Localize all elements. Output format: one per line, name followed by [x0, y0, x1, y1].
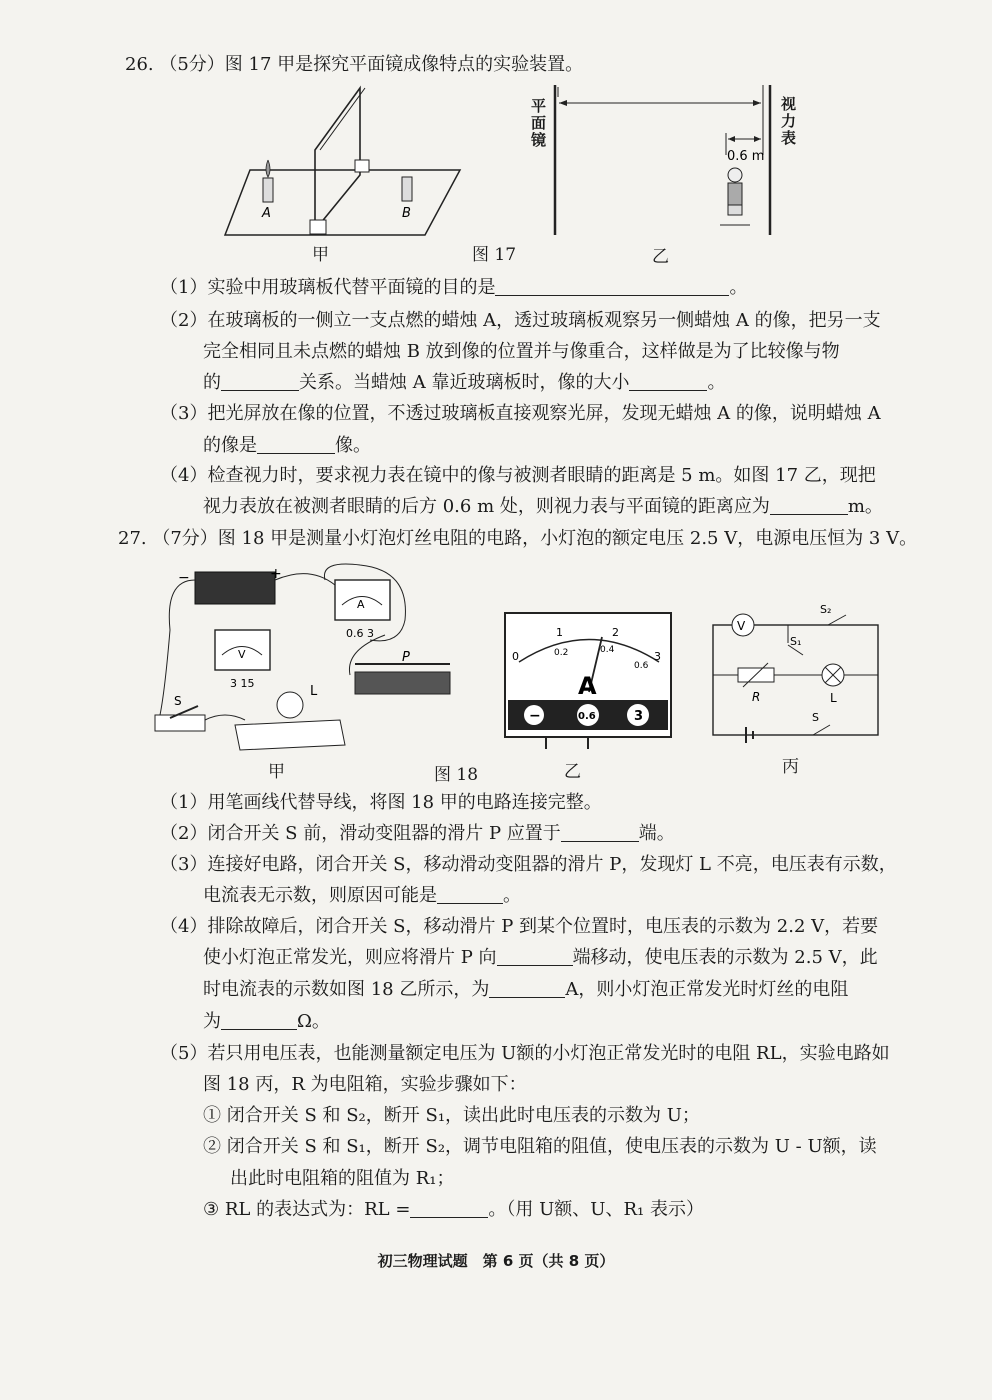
q26-p2a: （2）在玻璃板的一侧立一支点燃的蜡烛 A，透过玻璃板观察另一侧蜡烛 A 的像，把另一支 [160, 310, 881, 331]
q27-p1: （1）用笔画线代替导线，将图 18 甲的电路连接完整。 [160, 792, 602, 813]
svg-text:0: 0 [512, 650, 519, 663]
svg-text:L: L [830, 691, 837, 705]
q27-p5b: 图 18 丙，R 为电阻箱，实验步骤如下： [203, 1074, 527, 1095]
candle-b [402, 177, 412, 201]
page-footer: 初三物理试题 第 6 页（共 8 页） [377, 1252, 615, 1270]
answer-blank[interactable] [495, 277, 729, 296]
fig17-caption: 图 17 [472, 245, 517, 265]
answer-blank[interactable] [770, 496, 848, 515]
q27-p5a: （5）若只用电压表，也能测量额定电压为 U额的小灯泡正常发光时的电阻 RL，实验电路如 [160, 1043, 890, 1064]
chart-vertical-label: 视力表 [781, 95, 797, 147]
plate-clip-top [355, 160, 369, 172]
fig17-yi-diagram [525, 75, 825, 240]
person-icon [720, 168, 750, 225]
svg-text:V: V [737, 619, 746, 633]
fig18-bing-label: 丙 [782, 757, 799, 777]
q26-p3a: （3）把光屏放在像的位置，不透过玻璃板直接观察光屏，发现无蜡烛 A 的像，说明蜡烛 A [160, 403, 881, 424]
svg-text:A: A [578, 672, 597, 700]
svg-text:0.6: 0.6 [578, 711, 596, 722]
q27-p4d: 为 Ω。 [203, 1011, 330, 1032]
answer-blank[interactable] [497, 947, 573, 966]
answer-blank[interactable] [489, 979, 565, 998]
svg-text:0.2: 0.2 [554, 648, 569, 658]
svg-text:S: S [174, 694, 182, 708]
q27-step2b: 出此时电阻箱的阻值为 R₁； [230, 1168, 455, 1189]
svg-text:1: 1 [556, 626, 563, 639]
lamp-board [235, 720, 345, 750]
svg-text:0.6: 0.6 [634, 661, 649, 671]
flame-icon [266, 160, 270, 177]
svg-text:R: R [752, 690, 761, 704]
q27-step1: ① 闭合开关 S 和 S₂，断开 S₁，读出此时电压表的示数为 U； [203, 1105, 700, 1126]
plate-clip-bottom [310, 220, 326, 234]
q27-step3: ③ RL 的表达式为：RL = 。（用 U额、U、R₁ 表示） [203, 1199, 704, 1220]
svg-text:L: L [310, 684, 318, 699]
q27-p3b: 电流表无示数，则原因可能是 。 [203, 885, 521, 906]
svg-text:3 15: 3 15 [230, 677, 255, 690]
lamp-icon [277, 692, 303, 718]
battery [195, 572, 275, 604]
table-surface [225, 170, 460, 235]
svg-text:V: V [238, 648, 246, 661]
svg-text:3: 3 [634, 709, 644, 724]
label-b: B [402, 206, 411, 221]
svg-text:A: A [357, 598, 365, 611]
svg-text:2: 2 [612, 626, 619, 639]
fig17-jia-diagram [220, 80, 480, 250]
svg-text:S₁: S₁ [790, 635, 802, 648]
q26-p2b: 完全相同且未点燃的蜡烛 B 放到像的位置并与像重合，这样做是为了比较像与物 [203, 341, 840, 362]
svg-text:3: 3 [654, 650, 661, 663]
label-a: A [262, 206, 271, 221]
fig18-bing-circuit [708, 605, 888, 745]
svg-text:+: + [270, 566, 282, 582]
q26-p3b: 的像是 像。 [203, 435, 371, 456]
answer-blank[interactable] [221, 1011, 297, 1030]
answer-blank[interactable] [629, 372, 707, 391]
distance-label: 0.6 m [727, 149, 765, 164]
fig18-jia-label: 甲 [268, 762, 285, 782]
q27-p4a: （4）排除故障后，闭合开关 S，移动滑片 P 到某个位置时，电压表的示数为 2.2 V，若要 [160, 916, 879, 937]
mirror-vertical-label: 平面镜 [531, 97, 547, 149]
svg-text:S: S [812, 711, 819, 724]
answer-blank[interactable] [561, 823, 639, 842]
glass-plate [315, 88, 360, 230]
q27-p3a: （3）连接好电路，闭合开关 S，移动滑动变阻器的滑片 P，发现灯 L 不亮，电压表有示数， [160, 854, 897, 875]
fig18-yi-ammeter [504, 612, 674, 752]
q27-title: 27. （7分）图 18 甲是测量小灯泡灯丝电阻的电路，小灯泡的额定电压 2.5 V，电源电压恒为 3 V。 [118, 528, 918, 549]
answer-blank[interactable] [410, 1199, 488, 1218]
answer-blank[interactable] [221, 372, 299, 391]
svg-text:0.4: 0.4 [600, 645, 615, 655]
rheostat [355, 672, 450, 694]
fig17-yi-label: 乙 [652, 247, 669, 267]
q26-title: 26. （5分）图 17 甲是探究平面镜成像特点的实验装置。 [125, 54, 584, 75]
q27-step2a: ② 闭合开关 S 和 S₁，断开 S₂，调节电阻箱的阻值，使电压表的示数为 U - U额，读 [203, 1136, 877, 1157]
answer-blank[interactable] [437, 885, 503, 904]
svg-text:−: − [178, 570, 190, 586]
svg-text:−: − [529, 708, 541, 724]
q26-p1: （1）实验中用玻璃板代替平面镜的目的是 。 [160, 277, 748, 298]
q26-p4a: （4）检查视力时，要求视力表在镜中的像与被测者眼睛的距离是 5 m。如图 17 乙，现把 [160, 465, 876, 486]
fig18-caption: 图 18 [434, 765, 479, 785]
answer-blank[interactable] [257, 435, 335, 454]
candle-a [263, 178, 273, 202]
svg-text:0.6 3: 0.6 3 [346, 627, 374, 640]
q26-p4b: 视力表放在被测者眼睛的后方 0.6 m 处，则视力表与平面镜的距离应为 m。 [203, 496, 883, 517]
switch-s [155, 715, 205, 731]
q26-p2c: 的 关系。当蜡烛 A 靠近玻璃板时，像的大小 。 [203, 372, 726, 393]
svg-text:S₂: S₂ [820, 603, 832, 616]
q27-p4b: 使小灯泡正常发光，则应将滑片 P 向 端移动，使电压表的示数为 2.5 V，此 [203, 947, 878, 968]
svg-text:P: P [402, 650, 410, 665]
q27-p4c: 时电流表的示数如图 18 乙所示，为 A，则小灯泡正常发光时灯丝的电阻 [203, 979, 849, 1000]
fig17-jia-label: 甲 [312, 245, 329, 265]
q27-p2: （2）闭合开关 S 前，滑动变阻器的滑片 P 应置于 端。 [160, 823, 675, 844]
fig18-jia-circuit [150, 560, 480, 760]
fig18-yi-label: 乙 [564, 762, 581, 782]
